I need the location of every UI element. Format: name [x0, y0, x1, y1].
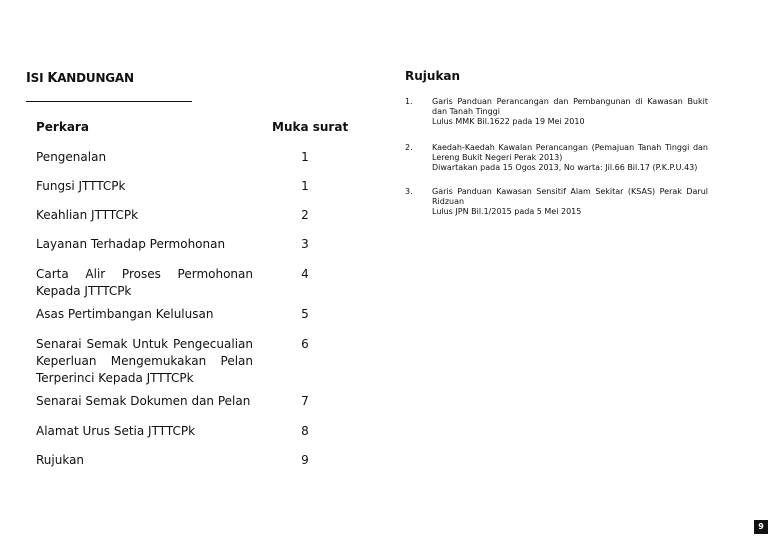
- reference-number: 3.: [405, 187, 413, 196]
- toc-page-number: 1: [301, 150, 309, 164]
- reference-title: Garis Panduan Kawasan Sensitif Alam Sekitar (KSAS) Perak Darul Ridzuan: [432, 187, 708, 206]
- toc-page-number: 1: [301, 179, 309, 193]
- reference-item: [432, 143, 708, 173]
- reference-approval: Lulus JPN Bil.1/2015 pada 5 Mei 2015: [432, 207, 582, 216]
- toc-page-number: 8: [301, 424, 309, 438]
- toc-entry-alamat-urus-setia: Alamat Urus Setia JTTTCPk: [36, 424, 196, 438]
- reference-item: [432, 187, 708, 217]
- reference-item: [432, 97, 708, 127]
- toc-entry-layanan: Layanan Terhadap Permohonan: [36, 237, 226, 251]
- toc-title-rest: SI: [30, 71, 48, 85]
- reference-number: 1.: [405, 97, 413, 106]
- toc-page-number: 9: [301, 453, 309, 467]
- reference-title: Garis Panduan Perancangan dan Pembangunan di Kawasan Bukit dan Tanah Tinggi: [432, 97, 708, 116]
- toc-title: [26, 71, 134, 86]
- toc-page-number: 4: [301, 267, 309, 281]
- toc-page-number: 2: [301, 208, 309, 222]
- toc-title-underline: [26, 101, 192, 102]
- toc-title-initial: I: [26, 71, 31, 86]
- toc-page-number: 3: [301, 237, 309, 251]
- references-title: Rujukan: [405, 69, 461, 83]
- column-header-perkara: Perkara: [36, 120, 89, 134]
- page-number-badge: 9: [754, 520, 768, 534]
- toc-entry-fungsi: Fungsi JTTTCPk: [36, 179, 126, 193]
- toc-title-rest2: ANDUNGAN: [57, 71, 134, 85]
- toc-entry-keahlian: Keahlian JTTTCPk: [36, 208, 139, 222]
- reference-number: 2.: [405, 143, 413, 152]
- reference-title: Kaedah-Kaedah Kawalan Perancangan (Pemajuan Tanah Tinggi dan Lereng Bukit Negeri Perak 2013): [432, 143, 708, 162]
- reference-approval: Diwartakan pada 15 Ogos 2013, No warta: Jil.66 Bil.17 (P.K.P.U.43): [432, 163, 698, 172]
- toc-page-number: 7: [301, 394, 309, 408]
- toc-title-initial2: K: [47, 71, 58, 86]
- toc-entry-rujukan: Rujukan: [36, 453, 85, 467]
- toc-entry-senarai-semak-dokumen: Senarai Semak Dokumen dan Pelan: [36, 394, 251, 408]
- toc-entry-senarai-semak-pengecualian: Senarai Semak Untuk Pengecualian Keperluan Mengemukakan Pelan Terperinci Kepada JTTTCPk: [36, 337, 253, 385]
- toc-page-number: 6: [301, 337, 309, 351]
- column-header-muka-surat: Muka surat: [272, 120, 349, 134]
- toc-entry-pengenalan: Pengenalan: [36, 150, 107, 164]
- toc-page-number: 5: [301, 307, 309, 321]
- reference-approval: Lulus MMK Bil.1622 pada 19 Mei 2010: [432, 117, 585, 126]
- toc-entry-carta-alir: Carta Alir Proses Permohonan Kepada JTTTCPk: [36, 267, 253, 298]
- toc-entry-asas-pertimbangan: Asas Pertimbangan Kelulusan: [36, 307, 214, 321]
